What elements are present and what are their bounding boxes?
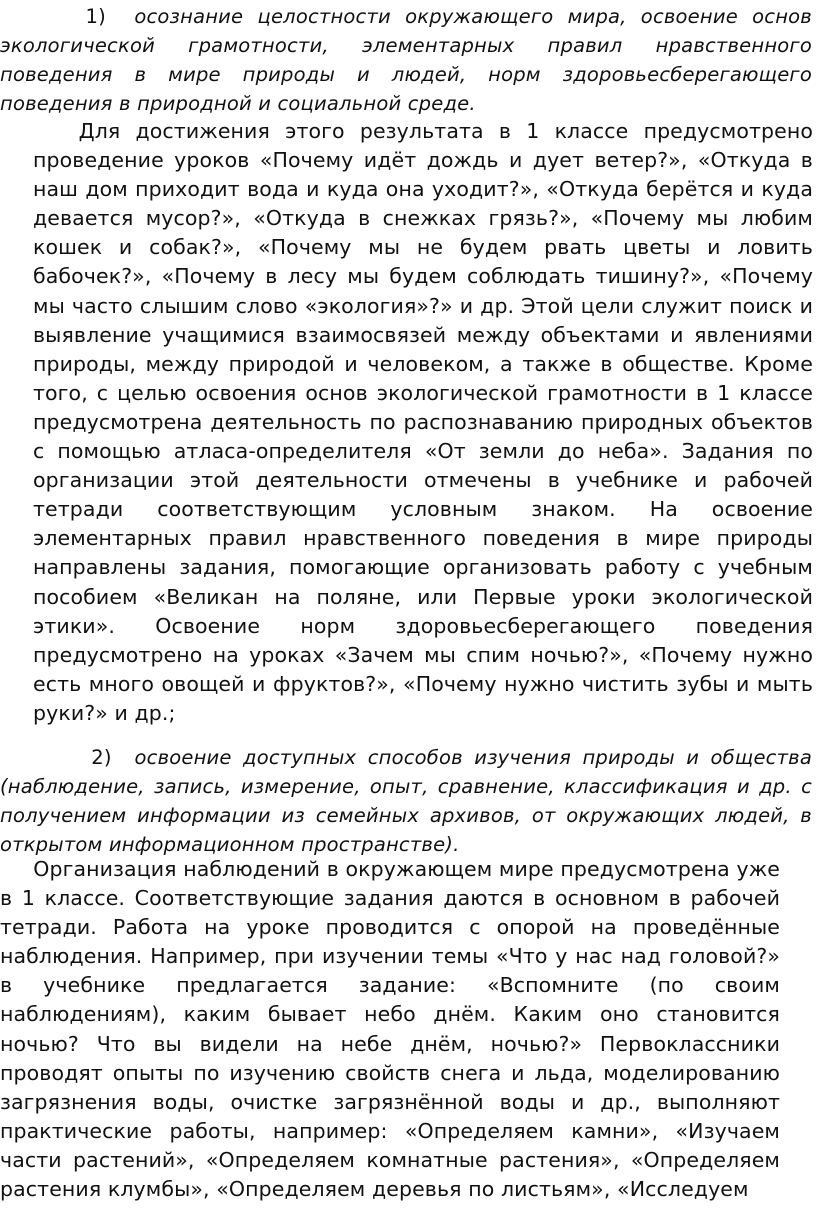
paragraph-indent (33, 119, 79, 143)
list-number: 1) (85, 5, 106, 28)
paragraph-indent (0, 746, 91, 769)
paragraph-indent (0, 857, 33, 881)
list-number: 2) (91, 746, 112, 769)
paragraph-goal-2-description (0, 855, 780, 1204)
goal-1-description-text: Для достижения этого результата в 1 классе предусмотрено проведение уроков «Почему идёт дождь и дует ветер?», «Откуда в наш дом приходит вода и куда она уходит?», «Откуда берётся и куда девается мусор?», «Откуда в снежках грязь?», «Почему мы любим кошек и собак?», «Почему мы не будем рвать цветы и ловить бабочек?», «Почему в лесу мы будем соблюдать тишину?», «Почему мы часто слышим слово «экология»?» и др. Этой цели служит поиск и выявление учащимися взаимосвязей между объектами и явлениями природы, между природой и человеком, а также в обществе. Кроме того, с целью освоения основ экологической грамотности в 1 классе предусмотрена деятельность по распознаванию природных объектов с помощью атласа-определителя «От земли до неба». Задания по организации этой деятельности отмечены в учебнике и рабочей тетради соответствующим условным знаком. На освоение элементарных правил нравственного поведения в мире природы направлены задания, помогающие организовать работу с учебным пособием «Великан на поляне, или Первые уроки экологической этики». Освоение норм здоровьесберегающего поведения предусмотрено на уроках «Зачем мы спим ночью?», «Почему нужно есть много овощей и фруктов?», «Почему нужно чистить зубы и мыть руки?» и др.; (33, 119, 813, 725)
paragraph-goal-2 (0, 743, 812, 859)
goal-2-text: освоение доступных способов изучения природы и общества (наблюдение, запись, измерение, опыт, сравнение, классификация и др. с получением информации из семейных архивов, от окружающих людей, в открытом информационном пространстве). (0, 746, 812, 857)
goal-2-description-text: Организация наблюдений в окружающем мире предусмотрена уже в 1 классе. Соответствующие задания даются в основном в рабочей тетради. Работа на уроке проводится с опорой на проведённые наблюдения. Например, при изучении темы «Что у нас над головой?» в учебнике предлагается задание: «Вспомните (по своим наблюдениям), каким бывает небо днём. Каким оно становится ночью? Что вы видели на небе днём, ночью?» Первоклассники проводят опыты по изучению свойств снега и льда, моделированию загрязнения воды, очистке загрязнённой воды и др., выполняют практические работы, например: «Определяем камни», «Изучаем части растений», «Определяем комнатные растения», «Определяем растения клумбы», «Определяем деревья по листьям», «Исследуем (0, 857, 780, 1202)
paragraph-indent (0, 5, 85, 28)
paragraph-goal-1-description (33, 117, 813, 728)
paragraph-goal-1 (0, 2, 812, 118)
goal-1-text: осознание целостности окружающего мира, освоение основ экологической грамотности, элементарных правил нравственного поведения в мире природы и людей, норм здоровьесберегающего поведения в природной и социальной среде. (0, 5, 812, 116)
